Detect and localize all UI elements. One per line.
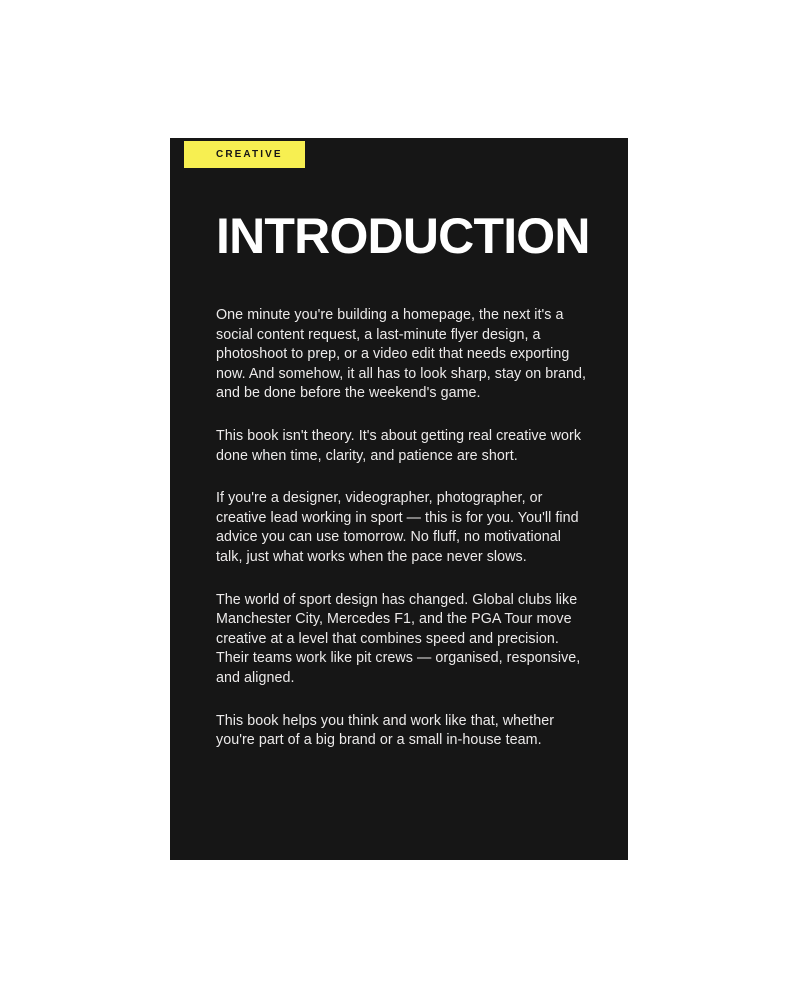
- paragraph: This book isn't theory. It's about getting real creative work done when time, clarity, and patience are short.: [216, 427, 582, 464]
- paragraph: If you're a designer, videographer, photographer, or creative lead working in sport — this is for you. You'll find advice you can use tomorrow. No fluff, no motivational talk, just what works when the pace never slows.: [216, 490, 579, 565]
- document-page: [170, 138, 628, 860]
- category-badge: CREATIVE: [184, 141, 305, 168]
- page-title: INTRODUCTION: [216, 208, 590, 264]
- body-copy: [216, 306, 588, 751]
- paragraph: This book helps you think and work like that, whether you're part of a big brand or a small in-house team.: [216, 712, 555, 749]
- paragraph: The world of sport design has changed. Global clubs like Manchester City, Mercedes F1, and the PGA Tour move creative at a level that combines speed and precision. Their teams work like pit crews — organised, responsive, and aligned.: [216, 591, 581, 686]
- paragraph: One minute you're building a homepage, the next it's a social content request, a last-minute flyer design, a photoshoot to prep, or a video edit that needs exporting now. And somehow, it all has to look sharp, stay on brand, and be done before the weekend's game.: [216, 307, 587, 402]
